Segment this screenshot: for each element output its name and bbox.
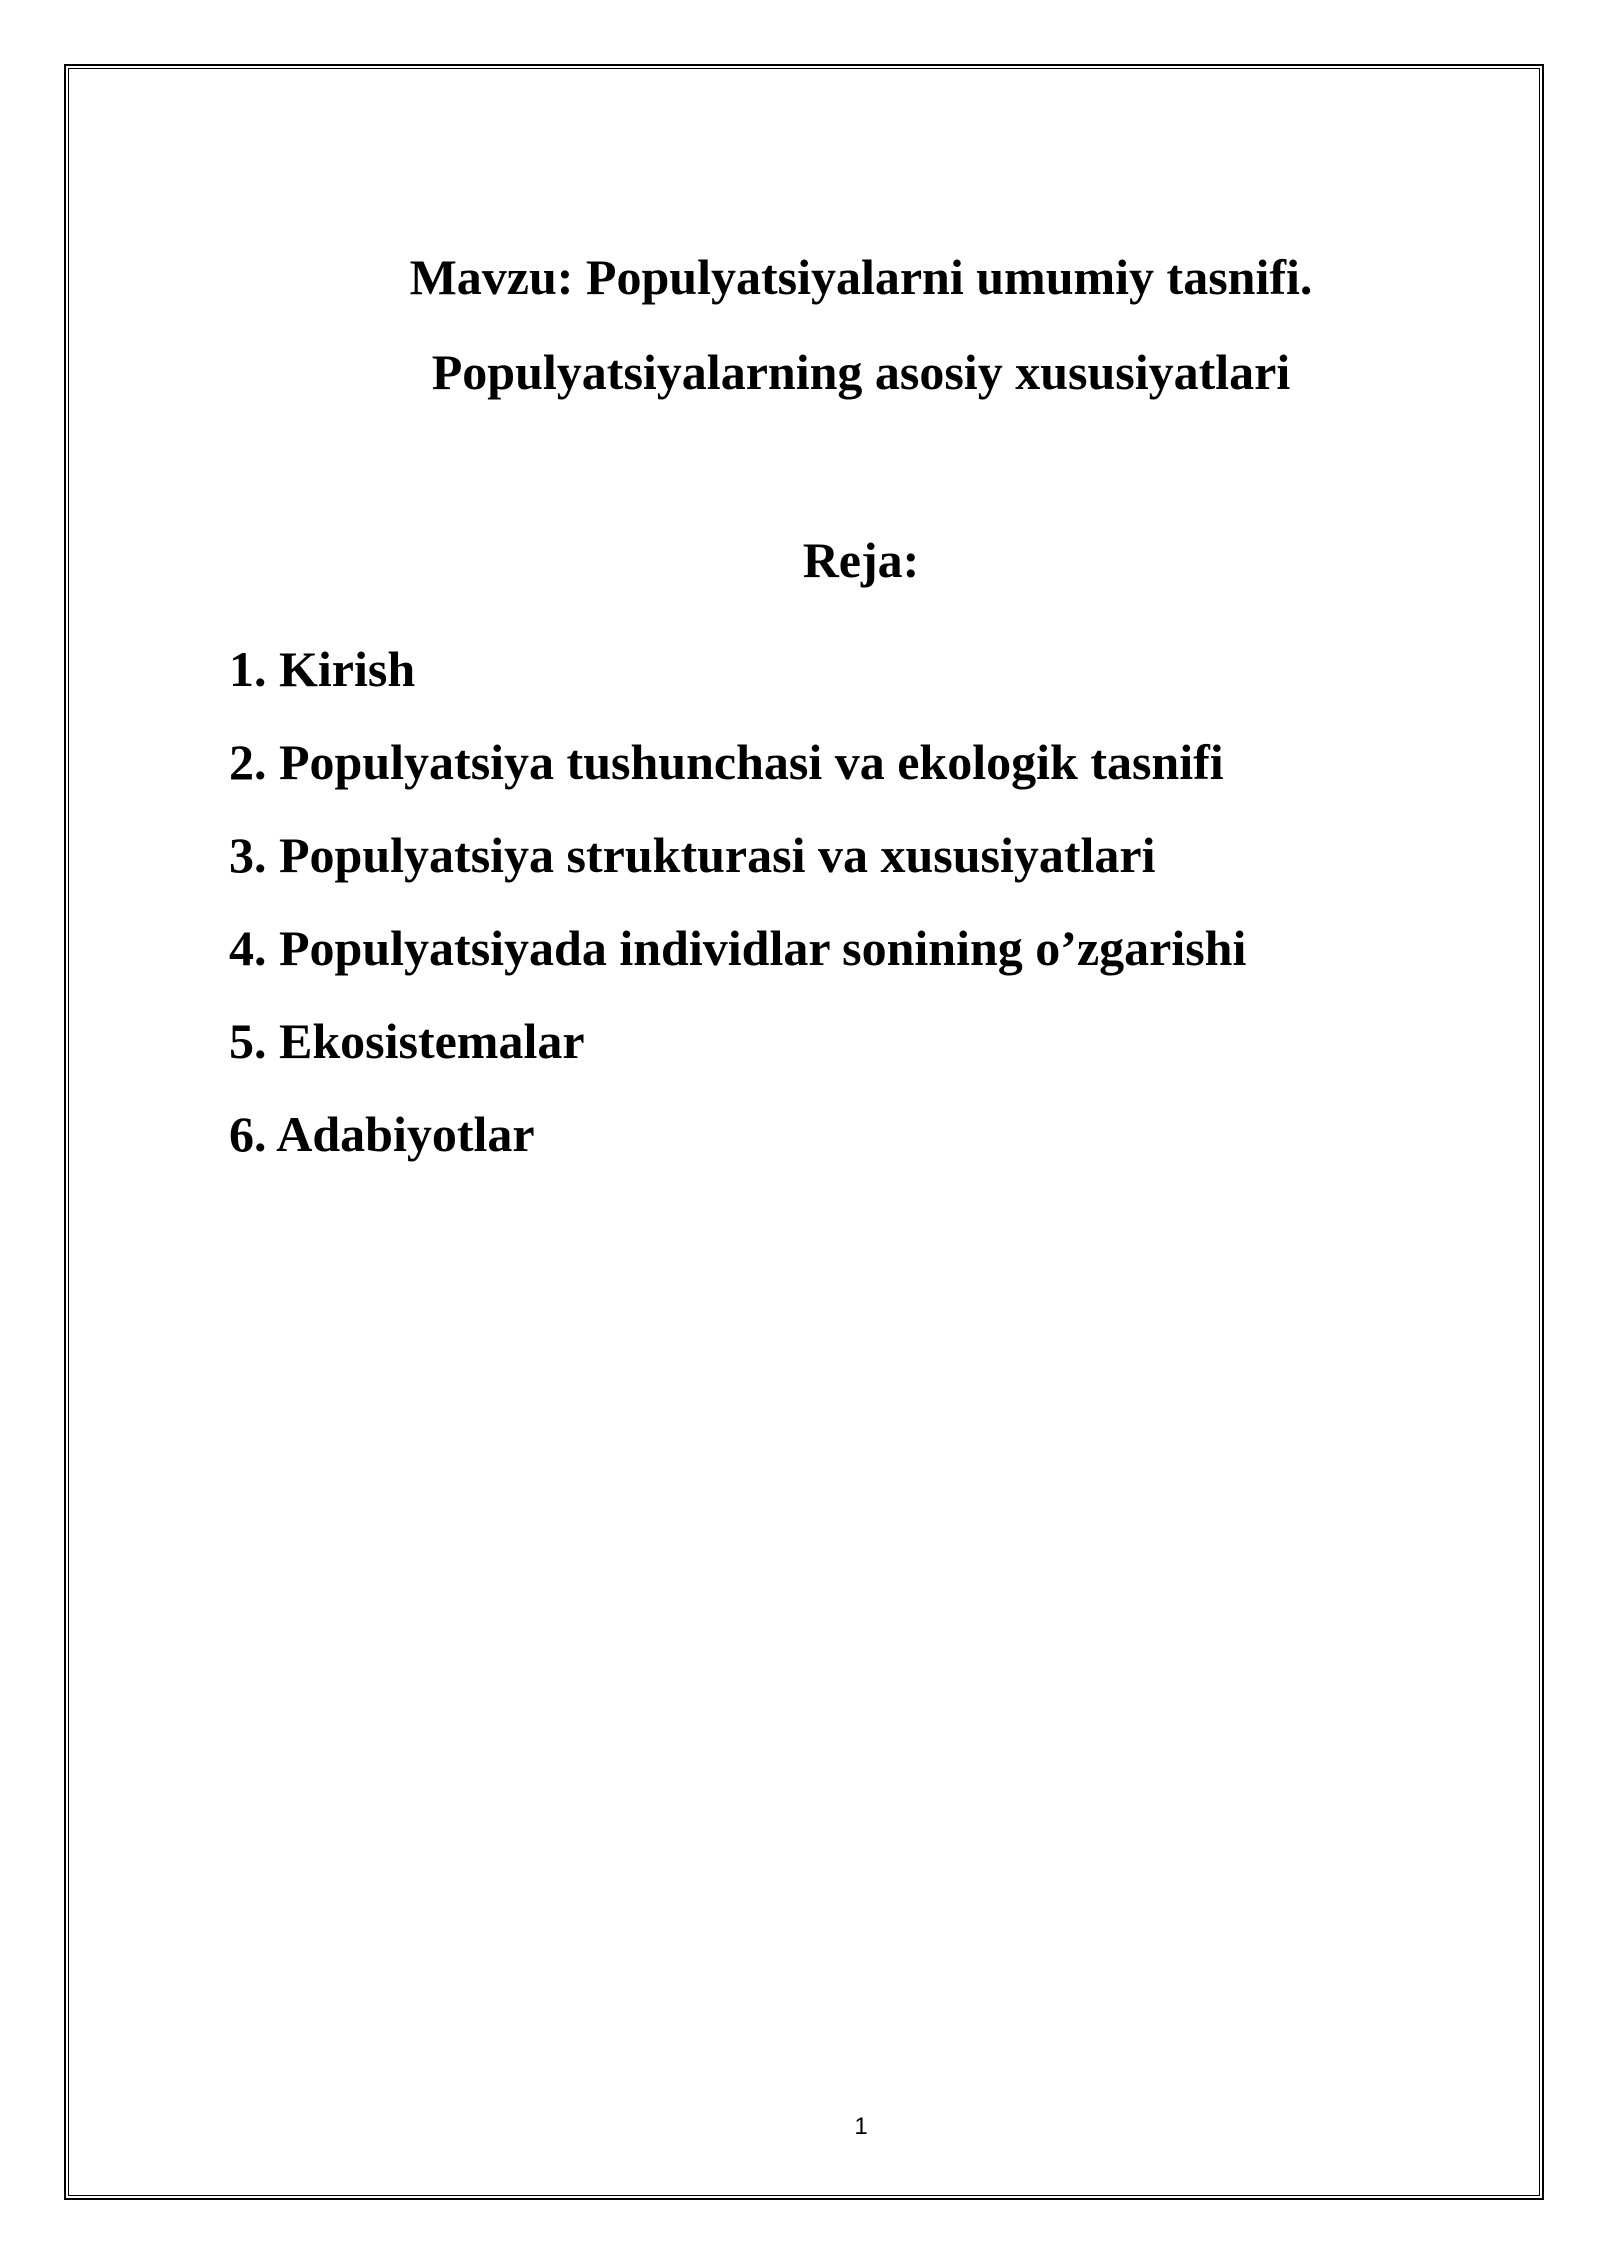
plan-item-populyatsiya-strukturasi: 3. Populyatsiya strukturasi va xususiyatlari — [229, 827, 1156, 883]
page-number: 1 — [854, 2113, 868, 2140]
plan-item-individlar-soni: 4. Populyatsiyada individlar sonining o’zgarishi — [229, 920, 1247, 976]
title-line-1: Mavzu: Populyatsiyalarni umumiy tasnifi. — [409, 249, 1313, 305]
plan-item-kirish: 1. Kirish — [229, 641, 416, 697]
plan-item-adabiyotlar: 6. Adabiyotlar — [229, 1106, 535, 1162]
plan-item-ekosistemalar: 5. Ekosistemalar — [229, 1013, 585, 1069]
title-line-2: Populyatsiyalarning asosiy xususiyatlari — [431, 344, 1291, 400]
plan-list — [229, 623, 1246, 1181]
plan-item-populyatsiya-tushunchasi: 2. Populyatsiya tushunchasi va ekologik tasnifi — [229, 734, 1224, 790]
plan-heading: Reja: — [802, 532, 920, 588]
